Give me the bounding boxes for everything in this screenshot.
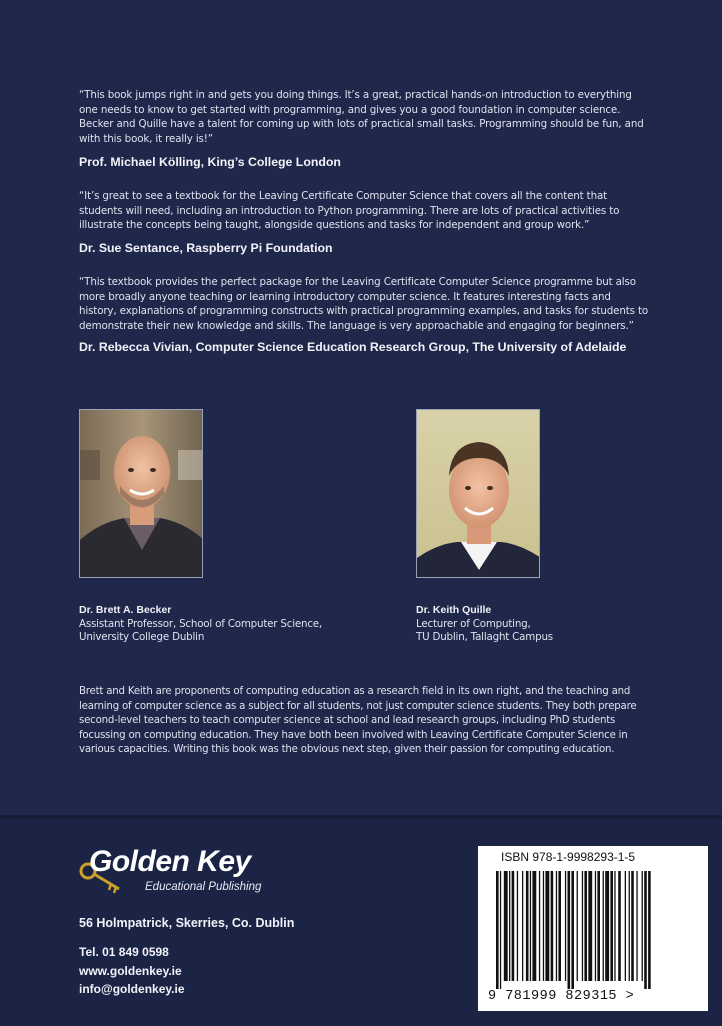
barcode-bar (605, 871, 609, 981)
barcode-bar (571, 871, 574, 989)
barcode-bar (588, 871, 592, 981)
barcode-bar (517, 871, 518, 981)
barcode-bar (595, 871, 596, 981)
barcode-bar (636, 871, 637, 981)
barcode-bar (631, 871, 634, 981)
endorsement-quote-1: “This book jumps right in and gets you doing things. It’s a great, practical hands-on introduction to everything one needs to know to get started with programming, and gives you a good foundation in computer science. Becker and Quille have a talent for coming up with lots of practical small tasks. Programming should be fun, and with this book, it really is!” (79, 89, 644, 145)
barcode-bar (509, 871, 510, 981)
barcode-bar (565, 871, 566, 981)
portrait-quille-image (417, 410, 540, 578)
publisher-subtitle: Educational Publishing (145, 881, 262, 893)
barcode-bar (526, 871, 529, 981)
barcode-bar (603, 871, 604, 981)
barcode-bar (522, 871, 523, 981)
barcode-bar (558, 871, 561, 981)
barcode-bar (584, 871, 587, 981)
barcode-bar (496, 871, 499, 989)
endorsement-quote-2: “It’s great to see a textbook for the Leaving Certificate Computer Science that covers all the content that students will need, including an introduction to Python programming. There are lots of practical activities to illustrate the concepts being taught, alongside questions and tasks for independent and group work.” (79, 190, 620, 231)
publisher-name: Golden Key (89, 845, 251, 878)
barcode-bar (543, 871, 544, 981)
author-title-becker: Assistant Professor, School of Computer Science, (79, 618, 322, 630)
barcode-bar (551, 871, 554, 981)
endorsement-author-1: Prof. Michael Kölling, King’s College London (79, 155, 341, 169)
barcode-bar (556, 871, 557, 981)
endorsement-author-2: Dr. Sue Sentance, Raspberry Pi Foundation (79, 241, 333, 255)
barcode-bar (512, 871, 515, 981)
barcode-bar (614, 871, 615, 981)
isbn-barcode-box (478, 846, 708, 1011)
author-affiliation-becker: University College Dublin (79, 631, 205, 643)
authors-bio: Brett and Keith are proponents of computing education as a research field in its own right, and the teaching and learning of computer science as a subject for all students, not just computer science students. They both prepare second-level teachers to teach computer science at school and lead research groups, including PhD students focussing on computing education. They have both been involved with Leaving Certificate Computer Science in various capacities. Writing this book was the obvious next step, given their passion for computing education. (79, 686, 637, 756)
barcode-bar (618, 871, 621, 981)
author-title-quille: Lecturer of Computing, (416, 618, 531, 630)
barcode-bar (568, 871, 571, 989)
barcode-bar (530, 871, 531, 981)
barcode-bar (504, 871, 508, 981)
endorsement-author-3: Dr. Rebecca Vivian, Computer Science Education Research Group, The University of Adelaide (79, 340, 627, 354)
publisher-address: 56 Holmpatrick, Skerries, Co. Dublin (79, 916, 295, 930)
barcode-bar (500, 871, 501, 989)
author-name-quille: Dr. Keith Quille (416, 604, 492, 616)
publisher-website[interactable]: www.goldenkey.ie (79, 964, 182, 978)
barcode-bar (610, 871, 613, 981)
publisher-logo (79, 845, 279, 905)
author-photo-quille (416, 409, 540, 578)
author-name-becker: Dr. Brett A. Becker (79, 604, 172, 616)
endorsement-quote-3: “This textbook provides the perfect package for the Leaving Certificate Computer Science programme but also more broadly anyone teaching or learning introductory computer science. It features interesting facts and history, explanations of programming constructs with practical programming examples, and tasks for students to demonstrate their new knowledge and skills. The language is very approachable and engaging for beginners.” (79, 276, 648, 332)
portrait-becker-image (80, 410, 203, 578)
publisher-email[interactable]: info@goldenkey.ie (79, 982, 185, 996)
barcode-bar (648, 871, 651, 989)
publisher-phone: Tel. 01 849 0598 (79, 945, 169, 959)
barcode-bar (625, 871, 626, 981)
barcode-bar (642, 871, 643, 981)
isbn-label: ISBN 978-1-9998293-1-5 (501, 850, 636, 864)
barcode-bar (644, 871, 647, 989)
author-affiliation-quille: TU Dublin, Tallaght Campus (416, 631, 553, 643)
barcode-bar (597, 871, 600, 981)
barcode-bar (532, 871, 536, 981)
barcode-bar (577, 871, 578, 981)
barcode-bar (545, 871, 549, 981)
barcode-bar (629, 871, 630, 981)
barcode-graphic (488, 871, 698, 989)
barcode-bar (582, 871, 583, 981)
isbn-digits: 9 781999 829315 > (488, 989, 635, 1004)
author-photo-becker (79, 409, 203, 578)
barcode-bar (539, 871, 540, 981)
